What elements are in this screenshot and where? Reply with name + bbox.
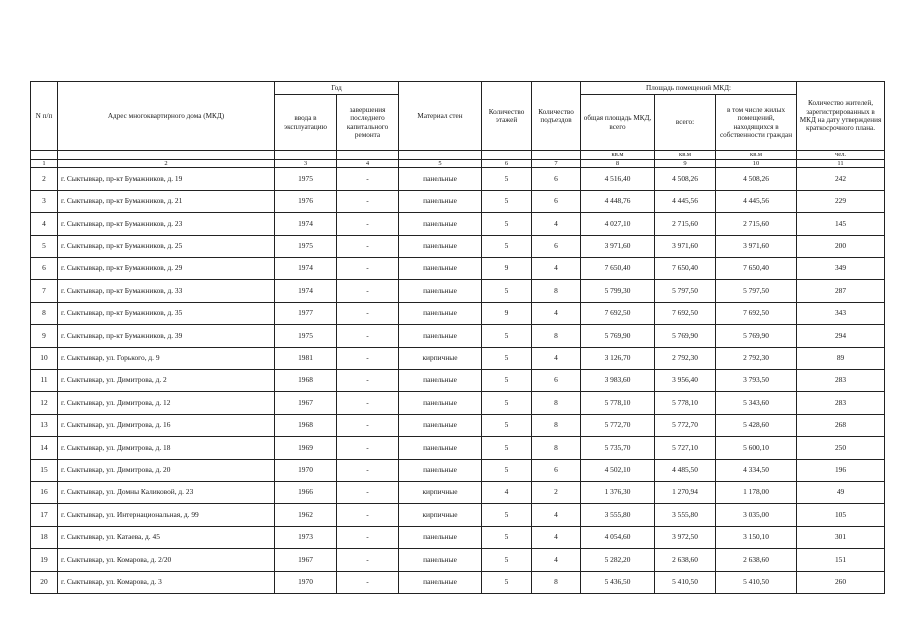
row-residents: 49 [797,481,885,503]
row-residents: 151 [797,549,885,571]
row-number: 7 [31,280,58,302]
row-year-built: 1970 [275,571,337,593]
row-residents: 260 [797,571,885,593]
row-material: кирпичные [399,347,482,369]
row-material: панельные [399,414,482,436]
row-material: панельные [399,168,482,190]
row-material: панельные [399,302,482,324]
row-area-all: 5 410,50 [655,571,716,593]
row-entrances: 6 [532,369,581,391]
row-year-repair: - [337,190,399,212]
row-number: 11 [31,369,58,391]
row-address: г. Сыктывкар, ул. Димитрова, д. 12 [58,392,275,414]
row-floors: 5 [482,347,532,369]
row-area-total: 7 650,40 [581,258,655,280]
header-area-group: Площадь помещений МКД: [581,82,797,95]
row-area-total: 5 436,50 [581,571,655,593]
unit-spacer [399,151,482,160]
row-area-all: 1 270,94 [655,481,716,503]
row-floors: 5 [482,437,532,459]
header-residents: Количество жителей, зарегистрированных в МКД на дату утверждения краткосрочного плана. [797,82,885,151]
row-year-repair: - [337,414,399,436]
row-year-built: 1975 [275,168,337,190]
row-floors: 9 [482,258,532,280]
row-residents: 349 [797,258,885,280]
row-address: г. Сыктывкар, ул. Комарова, д. 3 [58,571,275,593]
header-area-total: общая площадь МКД, всего [581,95,655,151]
row-number: 15 [31,459,58,481]
column-number: 4 [337,160,399,168]
column-number: 1 [31,160,58,168]
row-area-all: 2 792,30 [655,347,716,369]
row-area-all: 5 797,50 [655,280,716,302]
row-area-total: 3 126,70 [581,347,655,369]
row-area-total: 5 735,70 [581,437,655,459]
row-material: панельные [399,392,482,414]
row-year-repair: - [337,168,399,190]
table-row [31,481,885,503]
row-year-built: 1973 [275,526,337,548]
row-number: 16 [31,481,58,503]
row-address: г. Сыктывкар, пр-кт Бумажников, д. 35 [58,302,275,324]
row-year-repair: - [337,571,399,593]
row-area-all: 4 485,50 [655,459,716,481]
row-area-private: 2 715,60 [716,213,797,235]
row-year-repair: - [337,280,399,302]
row-entrances: 4 [532,347,581,369]
table-row [31,571,885,593]
row-entrances: 4 [532,526,581,548]
row-number: 20 [31,571,58,593]
row-year-built: 1962 [275,504,337,526]
unit-spacer [482,151,532,160]
table-row [31,504,885,526]
header-floors: Количество этажей [482,82,532,151]
row-area-private: 5 797,50 [716,280,797,302]
row-number: 13 [31,414,58,436]
row-material: панельные [399,325,482,347]
row-area-total: 4 516,40 [581,168,655,190]
row-area-total: 5 769,90 [581,325,655,347]
row-year-repair: - [337,504,399,526]
row-year-built: 1974 [275,258,337,280]
row-area-private: 2 792,30 [716,347,797,369]
row-year-repair: - [337,549,399,571]
column-number: 6 [482,160,532,168]
row-floors: 5 [482,504,532,526]
row-entrances: 8 [532,280,581,302]
row-address: г. Сыктывкар, ул. Димитрова, д. 18 [58,437,275,459]
row-area-total: 3 555,80 [581,504,655,526]
row-entrances: 8 [532,392,581,414]
row-year-repair: - [337,369,399,391]
table-row [31,325,885,347]
table-body [31,168,885,593]
row-area-private: 5 428,60 [716,414,797,436]
header-entrances: Количество подъездов [532,82,581,151]
row-floors: 4 [482,481,532,503]
column-number: 2 [58,160,275,168]
row-address: г. Сыктывкар, ул. Комарова, д. 2/20 [58,549,275,571]
row-year-repair: - [337,347,399,369]
row-entrances: 8 [532,571,581,593]
row-area-total: 4 027,10 [581,213,655,235]
row-number: 10 [31,347,58,369]
row-area-private: 3 035,00 [716,504,797,526]
unit-spacer [58,151,275,160]
row-area-all: 5 778,10 [655,392,716,414]
row-address: г. Сыктывкар, ул. Димитрова, д. 16 [58,414,275,436]
row-residents: 196 [797,459,885,481]
row-material: панельные [399,526,482,548]
row-number: 9 [31,325,58,347]
row-floors: 5 [482,459,532,481]
row-address: г. Сыктывкар, ул. Катаева, д. 45 [58,526,275,548]
table-row [31,280,885,302]
row-area-all: 5 727,10 [655,437,716,459]
row-material: панельные [399,369,482,391]
row-residents: 294 [797,325,885,347]
row-area-private: 4 334,50 [716,459,797,481]
table-row [31,526,885,548]
row-entrances: 6 [532,459,581,481]
header-material: Материал стен [399,82,482,151]
row-area-private: 3 150,10 [716,526,797,548]
row-year-repair: - [337,258,399,280]
row-year-repair: - [337,526,399,548]
row-entrances: 6 [532,168,581,190]
table-row [31,459,885,481]
row-address: г. Сыктывкар, пр-кт Бумажников, д. 29 [58,258,275,280]
row-floors: 5 [482,235,532,257]
row-entrances: 8 [532,325,581,347]
row-area-all: 7 650,40 [655,258,716,280]
row-year-built: 1981 [275,347,337,369]
row-floors: 5 [482,414,532,436]
row-floors: 9 [482,302,532,324]
row-area-total: 4 502,10 [581,459,655,481]
row-number: 8 [31,302,58,324]
row-material: панельные [399,235,482,257]
row-area-all: 3 956,40 [655,369,716,391]
row-year-built: 1968 [275,369,337,391]
row-area-all: 5 772,70 [655,414,716,436]
row-floors: 5 [482,549,532,571]
row-residents: 301 [797,526,885,548]
header-year-built: ввода в эксплуатацию [275,95,337,151]
column-number: 7 [532,160,581,168]
row-address: г. Сыктывкар, пр-кт Бумажников, д. 39 [58,325,275,347]
row-area-private: 5 600,10 [716,437,797,459]
housing-table [30,81,885,594]
row-material: кирпичные [399,481,482,503]
row-area-private: 5 769,90 [716,325,797,347]
row-entrances: 6 [532,190,581,212]
row-address: г. Сыктывкар, ул. Димитрова, д. 20 [58,459,275,481]
row-year-repair: - [337,325,399,347]
row-material: панельные [399,190,482,212]
unit-label: чел. [797,151,885,160]
header-num: N п/п [31,82,58,151]
table-row [31,369,885,391]
row-area-all: 7 692,50 [655,302,716,324]
table-row [31,235,885,257]
row-residents: 287 [797,280,885,302]
table-row [31,347,885,369]
row-year-built: 1975 [275,325,337,347]
row-year-built: 1967 [275,392,337,414]
row-address: г. Сыктывкар, ул. Интернациональная, д. 99 [58,504,275,526]
row-residents: 250 [797,437,885,459]
row-number: 5 [31,235,58,257]
row-number: 19 [31,549,58,571]
row-area-private: 7 650,40 [716,258,797,280]
row-area-private: 5 410,50 [716,571,797,593]
row-area-private: 1 178,00 [716,481,797,503]
row-entrances: 4 [532,504,581,526]
row-floors: 5 [482,190,532,212]
table-row [31,392,885,414]
row-area-private: 2 638,60 [716,549,797,571]
row-residents: 283 [797,392,885,414]
row-number: 17 [31,504,58,526]
row-entrances: 2 [532,481,581,503]
row-entrances: 6 [532,235,581,257]
row-floors: 5 [482,213,532,235]
row-material: панельные [399,258,482,280]
table-row [31,437,885,459]
row-year-repair: - [337,213,399,235]
row-area-all: 3 555,80 [655,504,716,526]
row-address: г. Сыктывкар, пр-кт Бумажников, д. 19 [58,168,275,190]
row-floors: 5 [482,280,532,302]
row-area-all: 3 971,60 [655,235,716,257]
header-year: Год [275,82,399,95]
row-area-private: 4 445,56 [716,190,797,212]
row-entrances: 4 [532,302,581,324]
row-residents: 105 [797,504,885,526]
row-area-private: 3 971,60 [716,235,797,257]
row-area-private: 4 508,26 [716,168,797,190]
row-number: 6 [31,258,58,280]
column-number: 8 [581,160,655,168]
row-year-built: 1967 [275,549,337,571]
row-area-total: 5 799,30 [581,280,655,302]
row-material: кирпичные [399,504,482,526]
row-area-total: 5 772,70 [581,414,655,436]
header-area-all: всего: [655,95,716,151]
row-year-built: 1975 [275,235,337,257]
row-address: г. Сыктывкар, ул. Горького, д. 9 [58,347,275,369]
table-row [31,549,885,571]
unit-spacer [31,151,58,160]
row-number: 18 [31,526,58,548]
row-residents: 229 [797,190,885,212]
row-year-repair: - [337,235,399,257]
unit-spacer [275,151,337,160]
row-area-total: 5 282,20 [581,549,655,571]
row-material: панельные [399,437,482,459]
row-material: панельные [399,213,482,235]
row-year-repair: - [337,302,399,324]
table-row [31,302,885,324]
row-residents: 268 [797,414,885,436]
column-number: 10 [716,160,797,168]
row-year-built: 1974 [275,213,337,235]
row-residents: 200 [797,235,885,257]
unit-label: кв.м [581,151,655,160]
row-number: 2 [31,168,58,190]
row-material: панельные [399,459,482,481]
row-year-repair: - [337,437,399,459]
row-year-built: 1968 [275,414,337,436]
row-number: 14 [31,437,58,459]
row-material: панельные [399,280,482,302]
row-year-built: 1976 [275,190,337,212]
row-area-all: 2 715,60 [655,213,716,235]
row-year-repair: - [337,392,399,414]
row-residents: 283 [797,369,885,391]
row-number: 4 [31,213,58,235]
row-residents: 343 [797,302,885,324]
row-year-built: 1974 [275,280,337,302]
table-row [31,414,885,436]
unit-spacer [532,151,581,160]
row-area-all: 4 508,26 [655,168,716,190]
column-number: 9 [655,160,716,168]
row-residents: 242 [797,168,885,190]
row-floors: 5 [482,526,532,548]
row-material: панельные [399,549,482,571]
unit-label: кв.м [655,151,716,160]
header-address: Адрес многоквартирного дома (МКД) [58,82,275,151]
row-floors: 5 [482,571,532,593]
row-floors: 5 [482,392,532,414]
row-address: г. Сыктывкар, пр-кт Бумажников, д. 25 [58,235,275,257]
row-number: 3 [31,190,58,212]
row-area-all: 5 769,90 [655,325,716,347]
row-number: 12 [31,392,58,414]
column-number: 11 [797,160,885,168]
table-row [31,168,885,190]
row-entrances: 4 [532,213,581,235]
row-year-built: 1966 [275,481,337,503]
row-area-private: 7 692,50 [716,302,797,324]
row-area-private: 5 343,60 [716,392,797,414]
row-area-total: 4 448,76 [581,190,655,212]
row-floors: 5 [482,325,532,347]
row-address: г. Сыктывкар, ул. Домны Каликовой, д. 23 [58,481,275,503]
header-area-private: в том числе жилых помещений, находящихся в собственности граждан [716,95,797,151]
row-residents: 89 [797,347,885,369]
column-number: 5 [399,160,482,168]
row-floors: 5 [482,168,532,190]
row-area-total: 5 778,10 [581,392,655,414]
row-area-total: 1 376,30 [581,481,655,503]
column-number: 3 [275,160,337,168]
row-floors: 5 [482,369,532,391]
table-row [31,258,885,280]
header-year-repair: завершения последнего капитального ремонта [337,95,399,151]
row-year-repair: - [337,459,399,481]
row-area-all: 2 638,60 [655,549,716,571]
table-row [31,213,885,235]
table-row [31,190,885,212]
row-year-repair: - [337,481,399,503]
row-address: г. Сыктывкар, пр-кт Бумажников, д. 23 [58,213,275,235]
row-area-total: 4 054,60 [581,526,655,548]
row-entrances: 4 [532,258,581,280]
row-year-built: 1969 [275,437,337,459]
unit-spacer [337,151,399,160]
row-year-built: 1970 [275,459,337,481]
row-entrances: 4 [532,549,581,571]
row-year-built: 1977 [275,302,337,324]
row-area-total: 3 983,60 [581,369,655,391]
unit-label: кв.м [716,151,797,160]
row-entrances: 8 [532,437,581,459]
row-area-all: 3 972,50 [655,526,716,548]
row-entrances: 8 [532,414,581,436]
row-residents: 145 [797,213,885,235]
row-area-private: 3 793,50 [716,369,797,391]
row-address: г. Сыктывкар, пр-кт Бумажников, д. 21 [58,190,275,212]
row-material: панельные [399,571,482,593]
row-area-total: 7 692,50 [581,302,655,324]
row-address: г. Сыктывкар, ул. Димитрова, д. 2 [58,369,275,391]
row-area-all: 4 445,56 [655,190,716,212]
row-address: г. Сыктывкар, пр-кт Бумажников, д. 33 [58,280,275,302]
row-area-total: 3 971,60 [581,235,655,257]
